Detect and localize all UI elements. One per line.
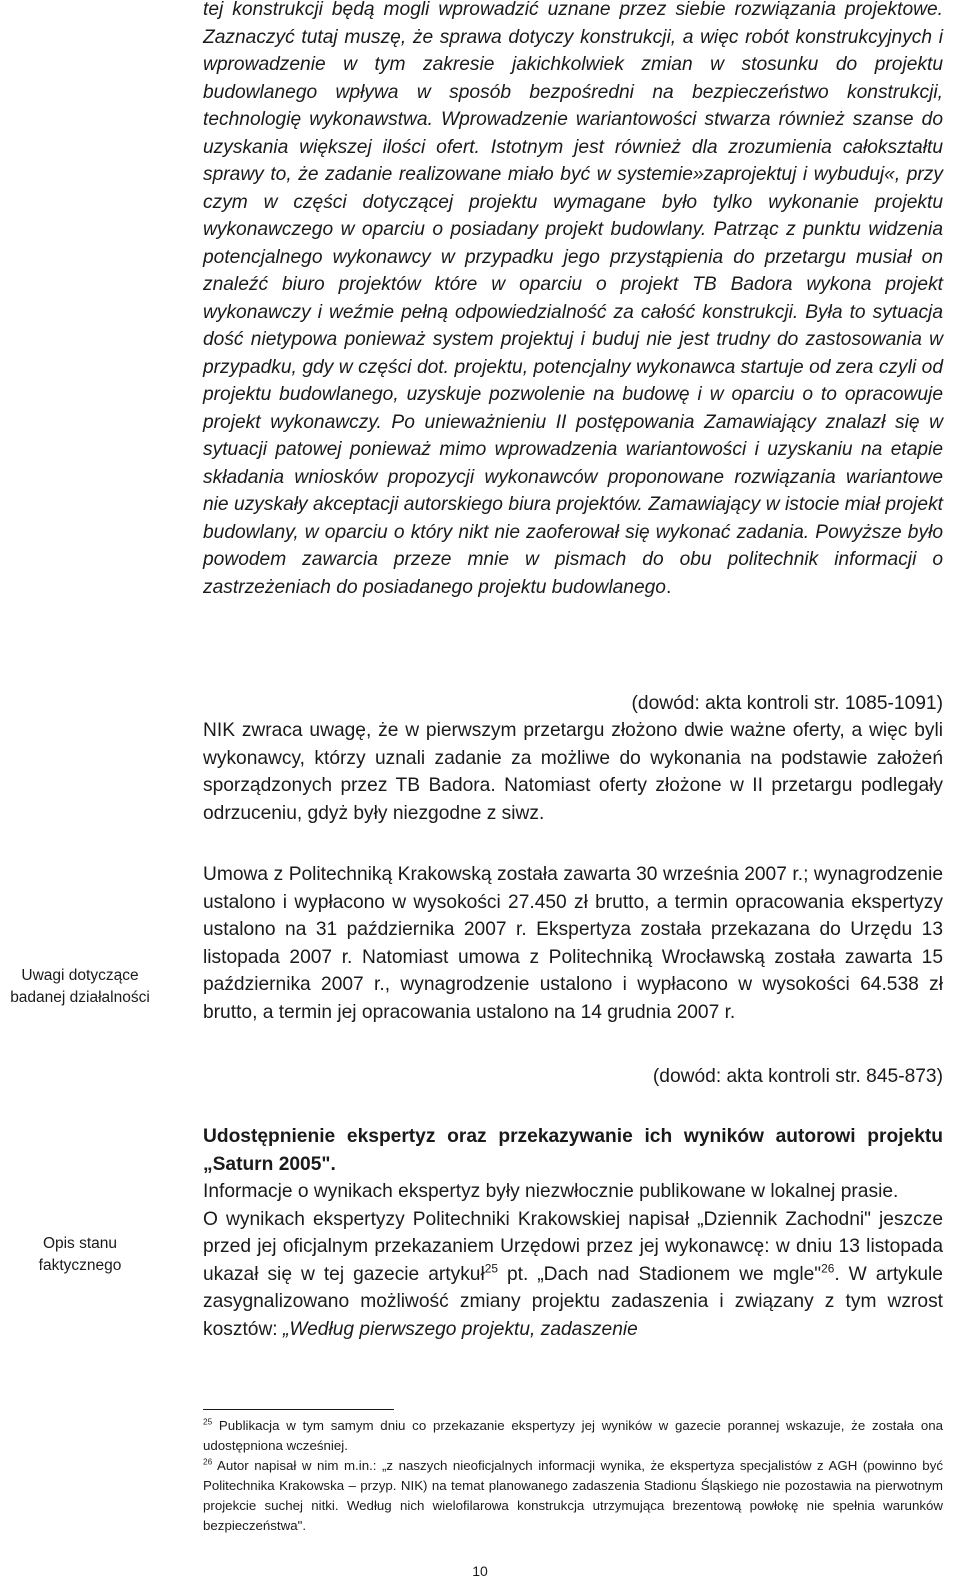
text-segment: O wynikach ekspertyzy Politechniki Krakowskiej napisał „Dziennik Zachodni" jeszcze przed jej oficjalnym przekazaniem Urzędowi przez jej wykonawcę: w dniu 13 listopada ukazał się w tej gazecie artykuł [203,1208,943,1285]
evidence-reference-1: (dowód: akta kontroli str. 1085-1091) [631,693,943,714]
paragraph-publication: Informacje o wynikach ekspertyz były niezwłocznie publikowane w lokalnej prasie. [203,1181,899,1202]
footnotes [203,1416,943,1536]
footnote-text: Autor napisał w nim m.in.: „z naszych nieoficjalnych informacji wynika, że ekspertyza specjalistów z AGH (powinno być Politechnika Krakowska – przyp. NIK) na temat planowanego zadaszenia Stadionu Śląskiego nie pozostawia na pierwotnym projekcie suchej nitki. Według nich wielofilarowa konstrukcja utrzymująca brezentową powłokę nie spełnia warunków bezpieczeństwa". [203,1458,943,1533]
margin-note-remarks: Uwagi dotyczące badanej działalności [10,967,150,1006]
paragraph-dziennik-zachodni [203,1206,943,1344]
footnote-25 [203,1416,943,1456]
article-quote: „Według pierwszego projektu, zadaszenie [282,1318,638,1340]
margin-note-facts: Opis stanu faktycznego [38,1235,122,1274]
footnote-ref-25[interactable]: 25 [484,1261,498,1276]
page-number: 10 [472,1563,488,1579]
quoted-text: tej konstrukcji będą mogli wprowadzić uznane przez siebie rozwiązania projektowe. Zaznaczyć tutaj muszę, że sprawa dotyczy konstrukcji, a więc robót konstrukcyjnych i wprowadzenie w tym zakresie jakichkolwiek zmian w stosunku do projektu budowlanego wpływa w sposób bezpośredni na bezpieczeństwo konstrukcji, technologię wykonawstwa. Wprowadzenie wariantowości stwarza również szanse do uzyskania większej ilości ofert. Istotnym jest również dla zrozumienia całokształtu sprawy to, że zadanie realizowane miało być w systemie»zaprojektuj i wybuduj«, przy czym w części dotyczącej projektu wymagane było tylko wykonanie projektu wykonawczego w oparciu o posiadany projekt budowlany. Patrząc z punktu widzenia potencjalnego wykonawcy w przypadku jego przystąpienia do przetargu musiał on znaleźć biuro projektów które w oparciu o projekt TB Badora wykona projekt wykonawczy i weźmie pełną odpowiedzialność za całość konstrukcji. Była to sytuacja dość nietypowa ponieważ system projektuj i buduj nie jest trudny do zastosowania w przypadku, gdy w części dot. projektu, potencjalny wykonawca startuje od zera czyli od projektu budowlanego, uzyskuje pozwolenie na budowę i w oparciu o to opracowuje projekt wykonawczy. Po unieważnieniu II postępowania Zamawiający znalazł się w sytuacji patowej ponieważ mimo wprowadzenia wariantowości i uzyskaniu na etapie składania wniosków propozycji wykonawców proponowane rozwiązania wariantowe nie uzyskały akceptacji autorskiego biura projektów. Zamawiający w istocie miał projekt budowlany, w oparciu o który nikt nie zaoferował się wykonać zadania. Powyższe było powodem zawarcia przeze mnie w pismach do obu politechnik informacji o zastrzeżeniach do posiadanego projektu budowlanego [203,0,943,598]
section-heading: Udostępnienie ekspertyz oraz przekazywanie ich wyników autorowi projektu „Saturn 2005". [203,1126,943,1175]
paragraph-contracts: Umowa z Politechniką Krakowską została zawarta 30 września 2007 r.; wynagrodzenie ustalono i wypłacono w wysokości 27.450 zł brutto, a termin opracowania ekspertyzy ustalono na 31 października 2007 r. Ekspertyza została przekazana do Urzędu 13 listopada 2007 r. Natomiast umowa z Politechniką Wrocławską została zawarta 15 października 2007 r., wynagrodzenie ustalono i wypłacono w wysokości 64.538 zł brutto, a termin jej opracowania ustalono na 14 grudnia 2007 r. [203,864,943,1023]
text-segment: pt. „Dach nad Stadionem we mgle" [497,1263,822,1285]
footnote-text: Publikacja w tym samym dniu co przekazanie ekspertyzy jej wyników w gazecie porannej wskazuje, że została ona udostępniona wcześniej. [203,1418,943,1453]
quote-end-period: . [665,576,672,598]
paragraph-quote-continuation [203,0,943,601]
footnote-number: 26 [203,1457,213,1467]
footnote-separator [203,1409,394,1410]
text-segment: . W artykule zasygnalizowano możliwość zmiany projektu zadaszenia i związany z tym wzrost kosztów: [203,1263,943,1340]
evidence-reference-2: (dowód: akta kontroli str. 845-873) [652,1066,943,1087]
section-expertise-sharing [203,1123,943,1343]
footnote-26 [203,1456,943,1536]
footnote-number: 25 [203,1417,213,1427]
footnote-ref-26[interactable]: 26 [821,1261,835,1276]
paragraph-nik-remark: NIK zwraca uwagę, że w pierwszym przetargu złożono dwie ważne oferty, a więc byli wykonawcy, którzy uznali zadanie za możliwe do wykonania na podstawie założeń sporządzonych przez TB Badora. Natomiast oferty złożone w II przetargu podlegały odrzuceniu, gdyż były niezgodne z siwz. [203,720,943,824]
